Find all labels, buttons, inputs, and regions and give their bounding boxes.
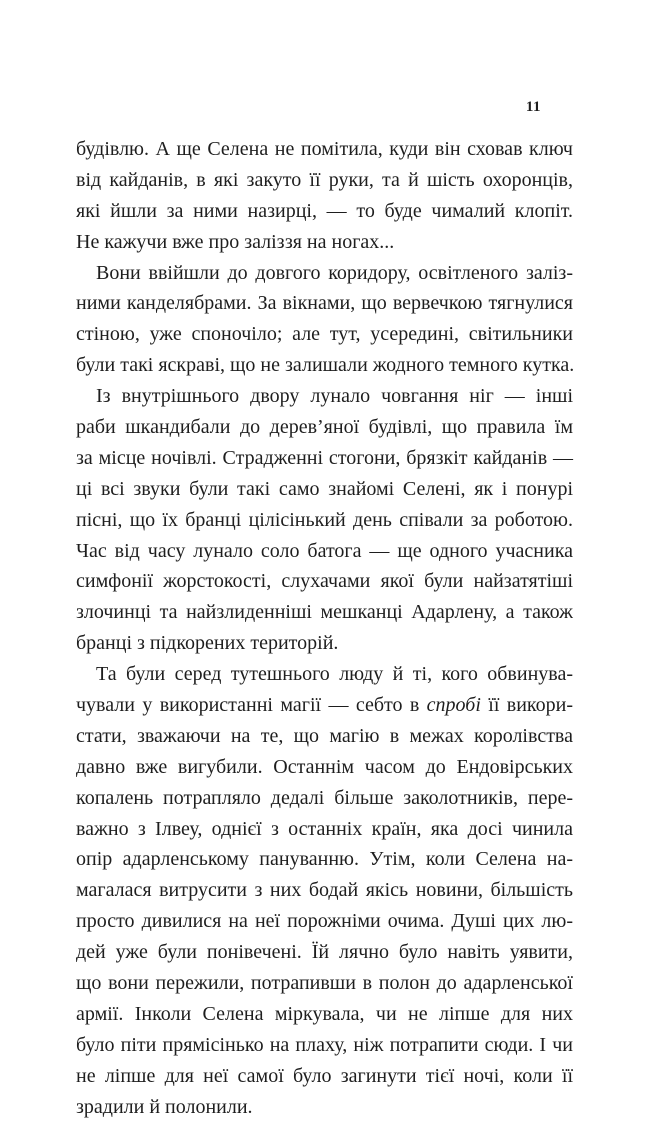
text-line: не ліпше для неї самої було загинути тієї ночі, коли її (76, 1064, 573, 1087)
text-run: чували у використанні магії — себто в (76, 694, 427, 717)
text-line: важно з Ілвеу, однієї з останніх країн, яка досі чинила (76, 817, 573, 840)
text-line: давно вже вигубили. Останнім часом до Ендовірських (76, 755, 573, 778)
text-line: армії. Інколи Селена міркувала, чи не ліпше для них (76, 1002, 573, 1025)
text-line: Не кажучи вже про заліззя на ногах... (76, 230, 395, 253)
emphasis-word: спробі (426, 694, 481, 717)
text-line: раби шкандибали до дерев’яної будівлі, що правила їм (76, 416, 573, 439)
text-line: магалася витрусити з них бодай якісь новини, більшість (76, 879, 573, 902)
text-line: злочинці та найзлиденніші мешканці Адарлену, а також (76, 601, 573, 624)
text-line (76, 690, 573, 721)
text-line: були такі яскраві, що не залишали жодного темного кутка. (76, 354, 575, 377)
text-line: стати, зважаючи на те, що магію в межах королівства (76, 724, 573, 747)
text-line: Та були серед тутешнього люду й ті, кого обвинува- (96, 663, 573, 686)
text-line: просто дивилися на неї порожніми очима. Душі цих лю- (76, 910, 573, 933)
text-line: Із внутрішнього двору лунало човгання ніг — інші (96, 385, 573, 408)
text-line: симфонії жорстокості, слухачами якої були найзатятіші (76, 570, 573, 593)
text-line: було піти прямісінько на плаху, ніж потрапити сюди. І чи (76, 1033, 573, 1056)
text-line: копалень потрапляло дедалі більше заколотників, пере- (76, 786, 573, 809)
text-line: які йшли за ними назирці, — то буде чималий клопіт. (76, 199, 573, 222)
text-line: дей уже були понівечені. Їй лячно було навіть уявити, (76, 941, 573, 964)
text-line: ці всі звуки були такі само знайомі Селені, як і понурі (76, 477, 573, 500)
text-line: бранці з підкорених територій. (76, 632, 339, 655)
text-line: Час від часу лунало соло батога — ще одного учасника (76, 539, 573, 562)
text-line: опір адарленському пануванню. Утім, коли Селена на- (76, 848, 573, 871)
text-line: стіною, уже споночіло; але тут, усередині, світильники (76, 323, 573, 346)
text-line: від кайданів, в які закуто її руки, та й шість охоронців, (76, 168, 573, 191)
text-line: що вони пережили, потрапивши в полон до адарленської (76, 972, 573, 995)
body-text (76, 134, 573, 1123)
text-line: за місце ночівлі. Страдженні стогони, брязкіт кайданів — (76, 446, 573, 469)
text-run: її викори- (480, 694, 573, 717)
text-line: будівлю. А ще Селена не помітила, куди він сховав ключ (76, 138, 573, 160)
text-line: Вони ввійшли до довгого коридору, освітленого заліз- (96, 261, 573, 284)
text-line: пісні, що їх бранці цілісінький день співали за роботою. (76, 508, 573, 531)
page-number: 11 (525, 99, 541, 115)
text-line: зрадили й полонили. (76, 1095, 253, 1118)
text-line: ними канделябрами. За вікнами, що вервечкою тягнулися (76, 292, 573, 315)
